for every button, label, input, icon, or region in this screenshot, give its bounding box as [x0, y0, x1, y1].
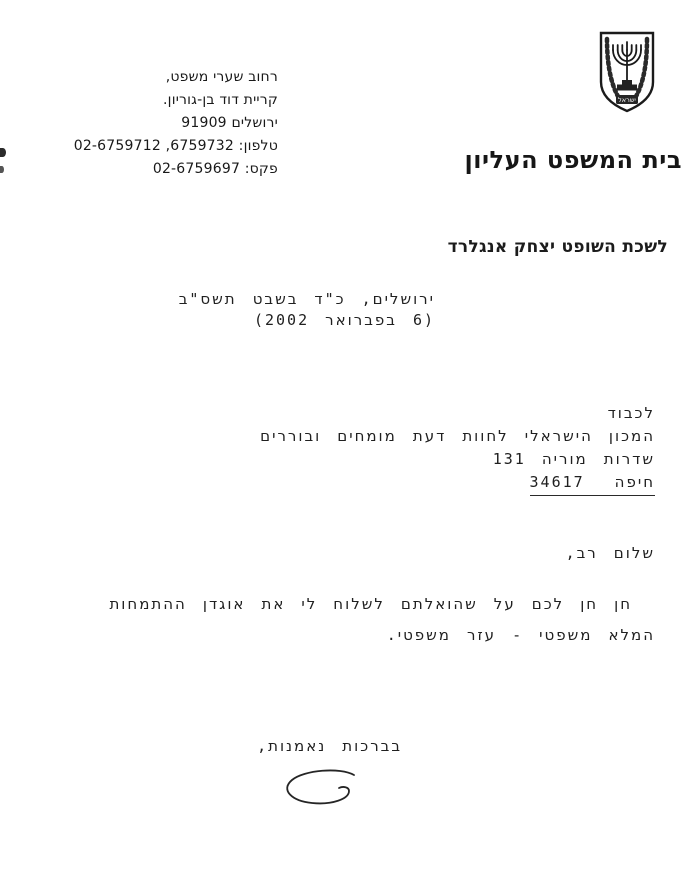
body-line-1: חן חן לכם על שהואלתם לשלוח לי את אוגדן ההתמחות	[109, 595, 632, 613]
israel-state-emblem-icon	[593, 30, 661, 114]
recipient-city: חיפה	[614, 473, 655, 491]
recipient-street: שדרות מוריה 131	[492, 450, 655, 468]
hebrew-date: ירושלים, כ"ד בשבט תשס"ב	[178, 290, 435, 308]
scan-artifact	[0, 166, 4, 173]
emblem-caption: ישראל	[618, 96, 636, 104]
closing-line: בברכות נאמנות,	[257, 737, 402, 755]
sender-campus: קריית דוד בן-גוריון.	[163, 92, 278, 108]
gregorian-date: (6 בפברואר 2002)	[253, 311, 435, 329]
court-title: בית המשפט העליון	[464, 146, 682, 174]
menorah-icon	[613, 42, 641, 81]
sender-city-zip: ירושלים 91909	[181, 115, 278, 131]
sender-address-block	[74, 66, 278, 181]
signature-scribble	[282, 768, 358, 810]
judge-chamber-line: לשכת השופט יצחק אנגלרד	[447, 237, 668, 257]
body-line-2: המלא משפטי - עזר משפטי.	[386, 626, 655, 644]
greeting-line: שלום רב,	[565, 544, 655, 562]
sender-fax: פקס: 02-6759697	[152, 161, 278, 177]
date-block	[179, 289, 435, 331]
sender-street: רחוב שערי משפט,	[165, 69, 278, 85]
recipient-zip: 34617	[529, 473, 585, 491]
letter-body	[109, 589, 655, 651]
recipient-organization: המכון הישראלי לחוות דעת מומחים ובוררים	[260, 427, 655, 445]
recipient-salutation: לכבוד	[607, 404, 655, 422]
sender-phone: טלפון: 6759732, 02-6759712	[73, 138, 278, 154]
recipient-block	[260, 402, 655, 496]
recipient-city-line	[260, 471, 655, 496]
scan-artifact	[0, 148, 6, 157]
